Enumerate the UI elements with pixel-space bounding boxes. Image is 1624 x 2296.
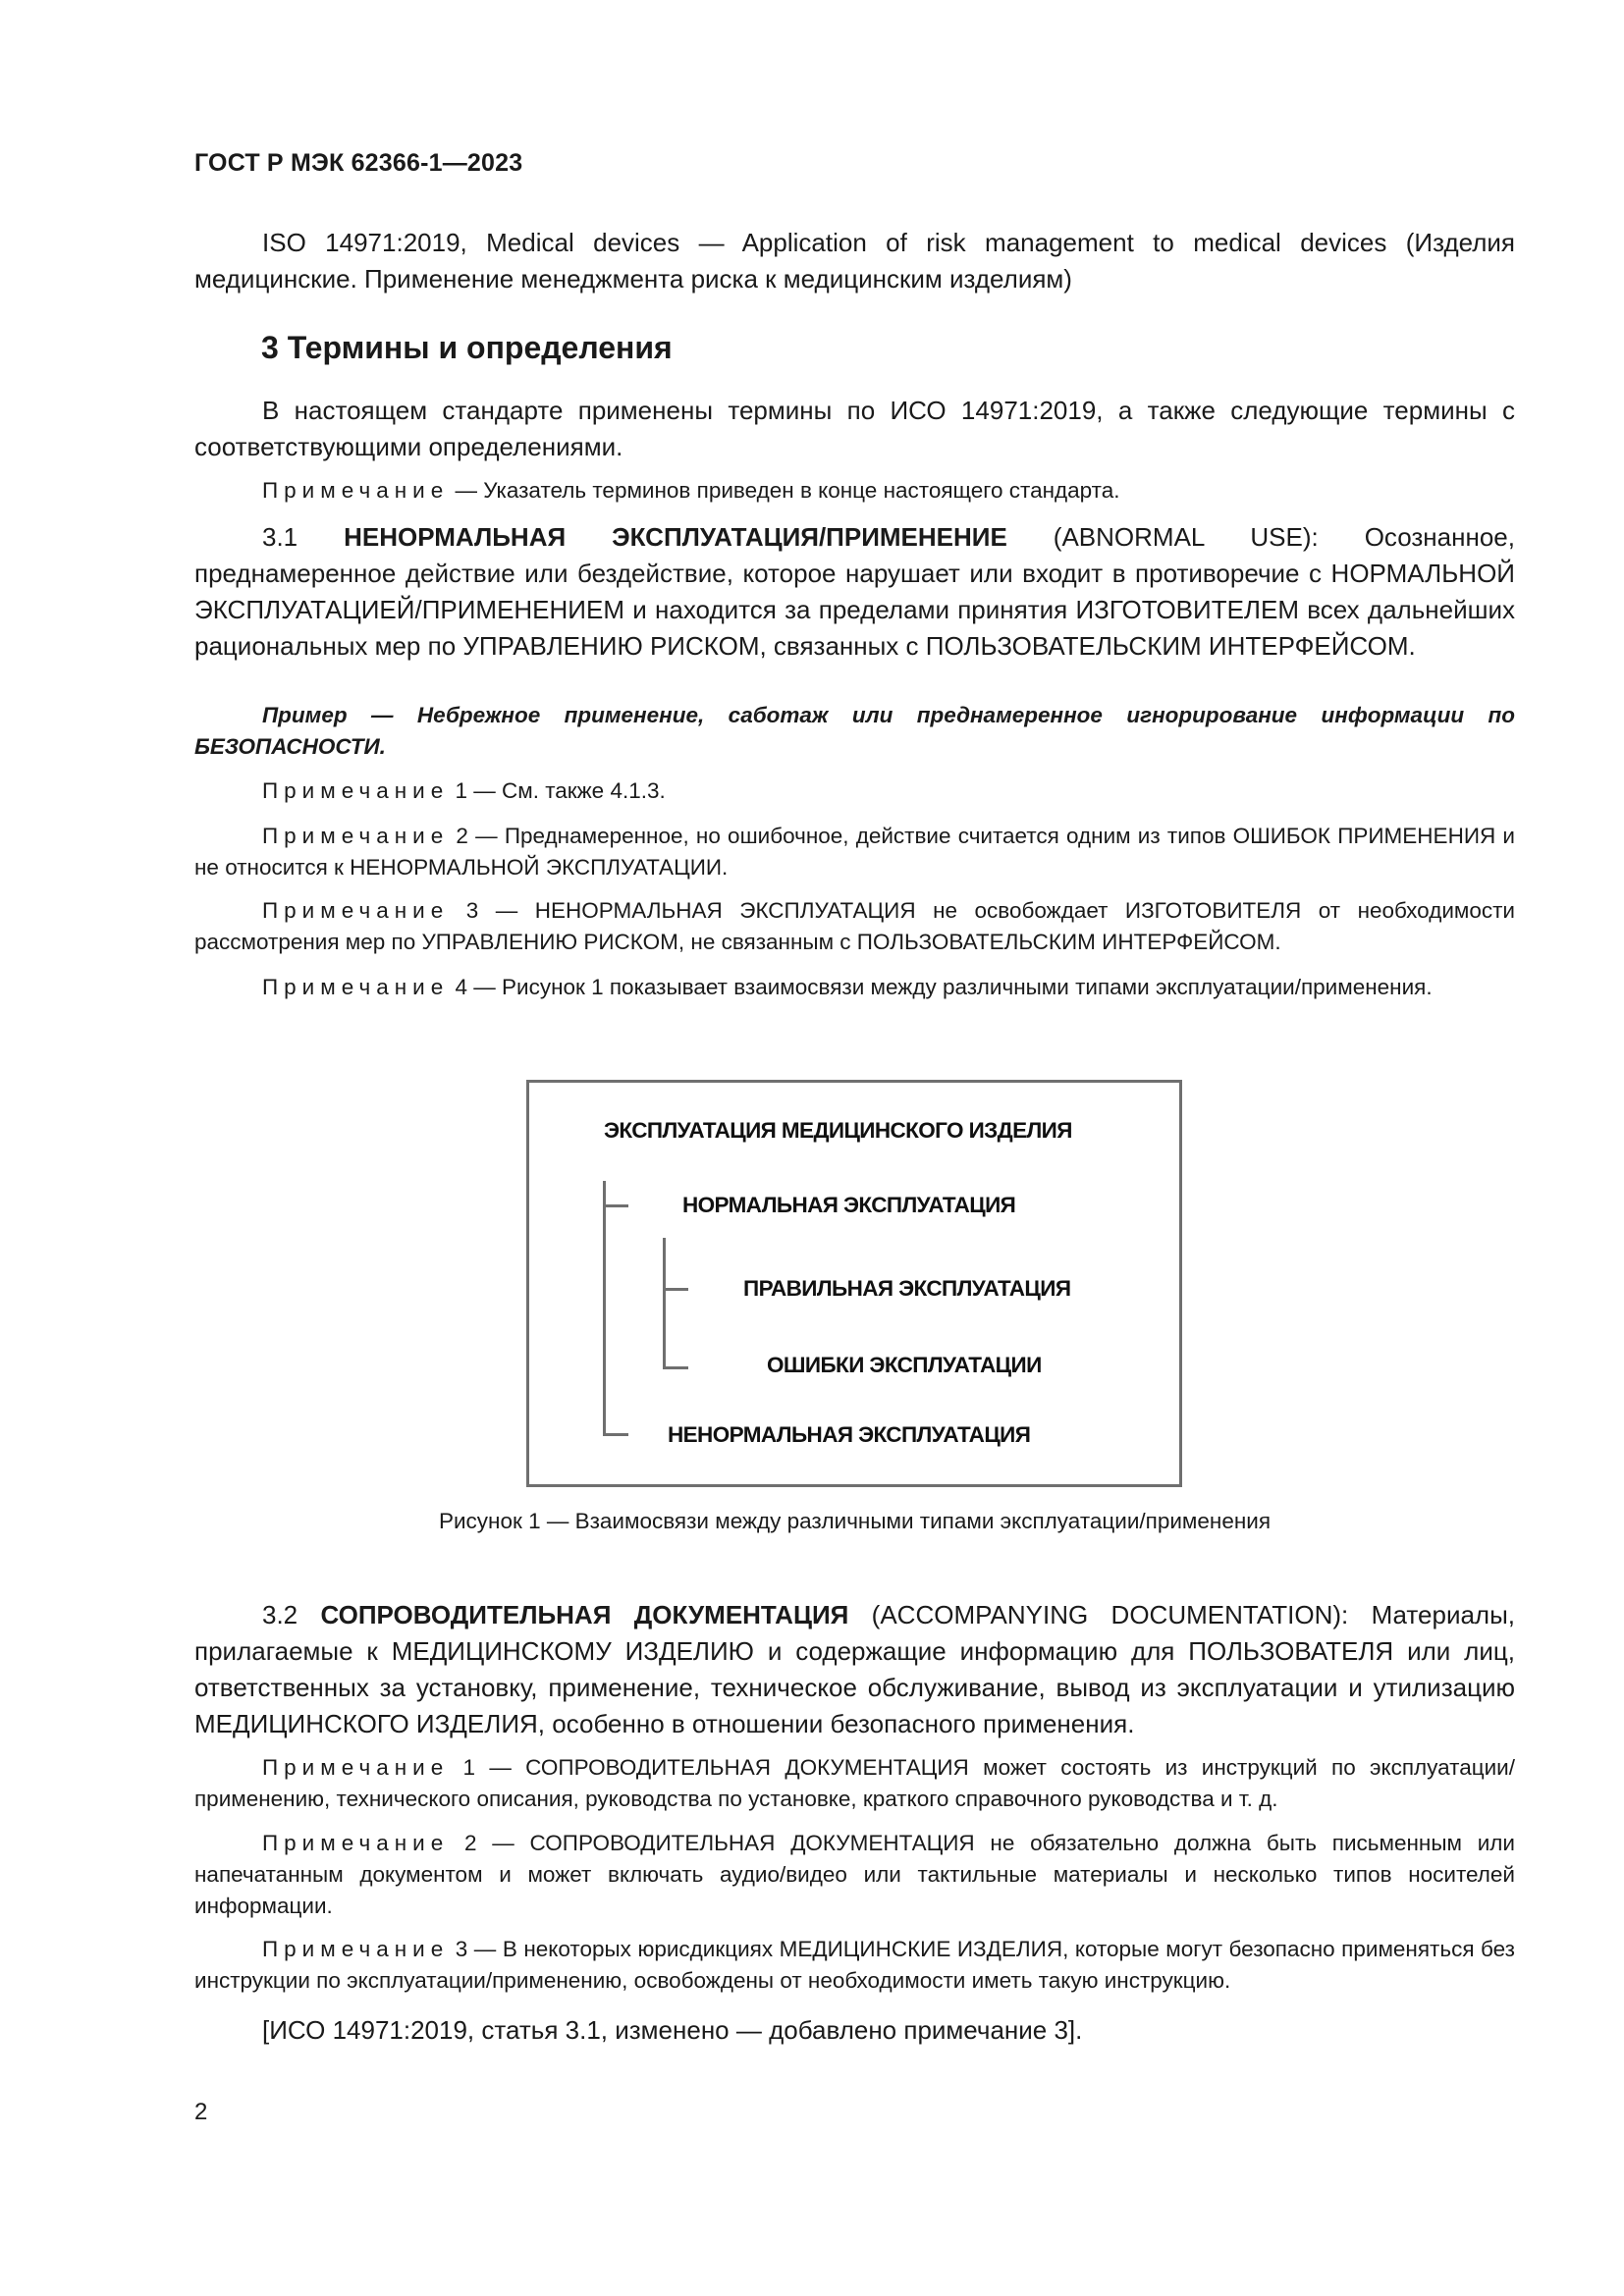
term-title: СОПРОВОДИТЕЛЬНАЯ ДОКУМЕНТАЦИЯ [320,1600,849,1629]
term-3-2-definition [194,1597,1515,1742]
note-text: 1 — СОПРОВОДИТЕЛЬНАЯ ДОКУМЕНТАЦИЯ может состоять из инструкций по эксплуатации/применению, технического описания, руководства по установке, краткого справочного руководства и т. д. [194,1755,1515,1811]
term-3-2-note-2 [194,1828,1515,1922]
term-3-1-note-3 [194,895,1515,958]
note-text: 3 — В некоторых юрисдикциях МЕДИЦИНСКИЕ ИЗДЕЛИЯ, которые могут безопасно применяться без инструкции по эксплуатации/применению, освобождены от необходимости иметь такую инструкцию. [194,1937,1515,1993]
term-number: 3.2 [262,1600,321,1629]
note-text: 1 — См. также 4.1.3. [449,778,666,803]
figure-1-caption: Рисунок 1 — Взаимосвязи между различными типами эксплуатации/применения [438,1509,1272,1533]
note-text: 4 — Рисунок 1 показывает взаимосвязи между различными типами эксплуатации/применения. [449,975,1433,999]
note-text: 3 — НЕНОРМАЛЬНАЯ ЭКСПЛУАТАЦИЯ не освобождает ИЗГОТОВИТЕЛЯ от необходимости рассмотрения мер по УПРАВЛЕНИЮ РИСКОМ, не связанным с ПОЛЬЗОВАТЕЛЬСКИМ ИНТЕРФЕЙСОМ. [194,898,1515,954]
figure-1-diagram [526,1080,1182,1487]
term-3-2-source: [ИСО 14971:2019, статья 3.1, изменено — добавлено примечание 3]. [262,2015,1083,2045]
diagram-connector-correct [663,1288,688,1291]
term-3-2-note-1 [194,1752,1515,1815]
diagram-connector-abnormal [603,1433,628,1436]
note-label: Примечание [262,824,450,848]
note-text: — Указатель терминов приведен в конце настоящего стандарта. [449,478,1120,503]
note-text: 2 — Преднамеренное, но ошибочное, действие считается одним из типов ОШИБОК ПРИМЕНЕНИЯ и не относится к НЕНОРМАЛЬНОЙ ЭКСПЛУАТАЦИИ. [194,824,1515,880]
term-3-1-note-2 [194,821,1515,883]
page-number: 2 [194,2099,208,2125]
note-label: Примечание [262,778,450,803]
term-3-1-note-1 [194,775,1515,807]
note-label: Примечание [262,1831,450,1855]
note-label: Примечание [262,898,450,923]
diagram-connector-normal [603,1204,628,1207]
term-3-2-note-3 [194,1934,1515,1997]
term-definition-text: (ABNORMAL USE): Осознанное, преднамеренное действие или бездействие, которое нарушает или входит в противоречие с НОРМАЛЬНОЙ ЭКСПЛУАТАЦИЕЙ/ПРИМЕНЕНИЕМ и находится за пределами принятия ИЗГОТОВИТЕЛЕМ всех дальнейших рациональных мер по УПРАВЛЕНИЮ РИСКОМ, связанных с ПОЛЬЗОВАТЕЛЬСКИМ ИНТЕРФЕЙСОМ. [194,522,1515,661]
term-number: 3.1 [262,522,345,552]
note-label: Примечание [262,1755,450,1780]
section-note [194,475,1515,507]
note-text: 2 — СОПРОВОДИТЕЛЬНАЯ ДОКУМЕНТАЦИЯ не обязательно должна быть письменным или напечатанным документом и может включать аудио/видео или тактильные материалы и несколько типов носителей информации. [194,1831,1515,1918]
term-title: НЕНОРМАЛЬНАЯ ЭКСПЛУАТАЦИЯ/ПРИМЕНЕНИЕ [344,522,1007,552]
reference-iso-14971: ISO 14971:2019, Medical devices — Application of risk management to medical devices (Изделия медицинские. Применение менеджмента риска к медицинским изделиям) [194,228,1515,294]
diagram-outer-bracket-line [603,1181,606,1436]
note-label: Примечание [262,1937,450,1961]
standard-header: ГОСТ Р МЭК 62366-1—2023 [194,149,523,177]
note-label: Примечание [262,478,450,503]
section-heading: 3 Термины и определения [261,330,673,365]
note-label: Примечание [262,975,450,999]
diagram-node-normal-use: НОРМАЛЬНАЯ ЭКСПЛУАТАЦИЯ [682,1193,1016,1217]
example-text: Пример — Небрежное применение, саботаж или преднамеренное игнорирование информации по БЕЗОПАСНОСТИ. [194,703,1515,759]
term-3-1-definition [194,519,1515,665]
term-3-1-note-4 [194,972,1515,1003]
term-3-1-example [194,700,1515,763]
diagram-node-medical-device-use: ЭКСПЛУАТАЦИЯ МЕДИЦИНСКОГО ИЗДЕЛИЯ [604,1118,1072,1143]
section-intro: В настоящем стандарте применены термины по ИСО 14971:2019, а также следующие термины с соответствующими определениями. [194,396,1515,461]
term-definition-text: (ACCOMPANYING DOCUMENTATION): Материалы, прилагаемые к МЕДИЦИНСКОМУ ИЗДЕЛИЮ и содержащие информацию для ПОЛЬЗОВАТЕЛЯ или лиц, ответственных за установку, применение, техническое обслуживание, вывод из эксплуатации и утилизацию МЕДИЦИНСКОГО ИЗДЕЛИЯ, особенно в отношении безопасного применения. [194,1600,1516,1738]
diagram-inner-bracket-line [663,1238,666,1369]
diagram-node-use-errors: ОШИБКИ ЭКСПЛУАТАЦИИ [767,1353,1042,1377]
diagram-node-correct-use: ПРАВИЛЬНАЯ ЭКСПЛУАТАЦИЯ [743,1276,1071,1301]
diagram-connector-errors [663,1366,688,1369]
diagram-node-abnormal-use: НЕНОРМАЛЬНАЯ ЭКСПЛУАТАЦИЯ [668,1422,1031,1447]
